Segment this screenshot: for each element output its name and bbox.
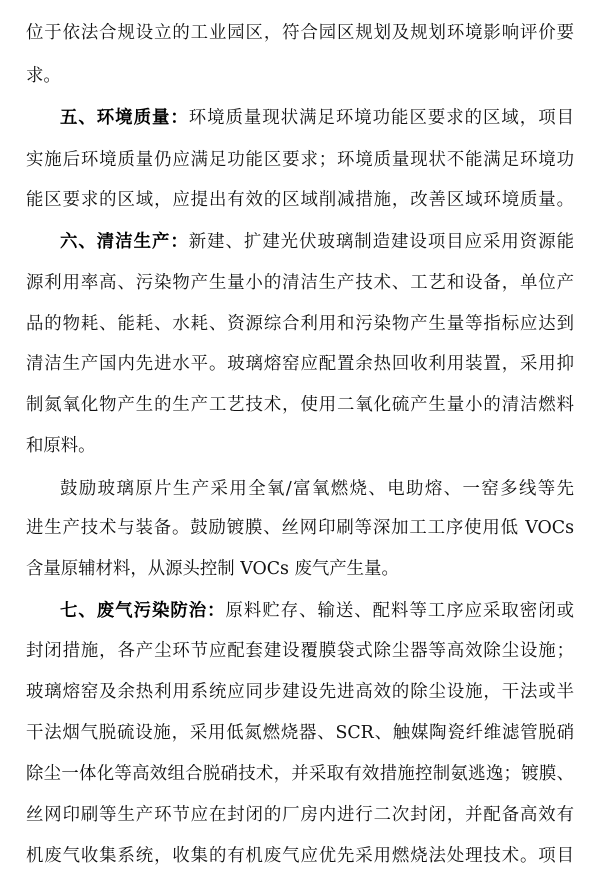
text-line bbox=[60, 474, 574, 504]
text-line bbox=[26, 61, 574, 91]
section-seven-first-line bbox=[60, 596, 574, 626]
text-line bbox=[26, 800, 574, 830]
text-line bbox=[26, 18, 574, 48]
text-line-content: 品的物耗、能耗、水耗、资源综合利用和污染物产生量等指标应达到 bbox=[26, 314, 574, 334]
text-line-content: 位于依法合规设立的工业园区，符合园区规划及规划环境影响评价要 bbox=[26, 23, 574, 43]
section-six-first-line bbox=[60, 227, 574, 257]
text-line-content: 和原料。 bbox=[26, 436, 96, 456]
text-line-content: 机废气收集系统，收集的有机废气应优先采用燃烧法处理技术。项目 bbox=[26, 846, 574, 866]
text-line bbox=[26, 268, 574, 298]
text-line bbox=[26, 431, 574, 461]
text-line-content: 原料贮存、输送、配料等工序应采取密闭或 bbox=[225, 601, 574, 621]
section-heading-exhaust-gas-control: 七、废气污染防治： bbox=[60, 601, 226, 621]
text-line bbox=[26, 309, 574, 339]
text-line-content: 鼓励玻璃原片生产采用全氧/富氧燃烧、电助熔、一窑多线等先 bbox=[60, 479, 574, 499]
text-line-content: 环境质量现状满足环境功能区要求的区域，项目 bbox=[188, 108, 574, 128]
text-line bbox=[26, 677, 574, 707]
text-line bbox=[26, 718, 574, 748]
text-line-content: 清洁生产国内先进水平。玻璃熔窑应配置余热回收利用装置，采用抑 bbox=[26, 354, 574, 374]
text-line-content: 进生产技术与装备。鼓励镀膜、丝网印刷等深加工工序使用低 VOCs bbox=[26, 518, 574, 538]
text-line bbox=[26, 759, 574, 789]
text-line bbox=[26, 841, 574, 871]
section-five-first-line bbox=[60, 103, 574, 133]
text-line-content: 求。 bbox=[26, 66, 61, 86]
text-line bbox=[26, 390, 574, 420]
text-line bbox=[26, 185, 574, 215]
text-line-content: 能区要求的区域，应提出有效的区域削减措施，改善区域环境质量。 bbox=[26, 190, 574, 210]
text-line-content: 源利用率高、污染物产生量小的清洁生产技术、工艺和设备，单位产 bbox=[26, 273, 574, 293]
text-line bbox=[26, 145, 574, 175]
text-line-content: 干法烟气脱硫设施，采用低氮燃烧器、SCR、触媒陶瓷纤维滤管脱硝 bbox=[26, 723, 574, 743]
text-line bbox=[26, 513, 574, 543]
text-line-content: 新建、扩建光伏玻璃制造建设项目应采用资源能 bbox=[188, 232, 574, 252]
text-line-content: 制氮氧化物产生的生产工艺技术，使用二氧化硫产生量小的清洁燃料 bbox=[26, 395, 574, 415]
section-heading-environment-quality: 五、环境质量： bbox=[60, 108, 189, 128]
text-line-content: 除尘一体化等高效组合脱硝技术，并采取有效措施控制氨逃逸；镀膜、 bbox=[26, 764, 574, 784]
section-heading-clean-production: 六、清洁生产： bbox=[60, 232, 189, 252]
text-line-content: 玻璃熔窑及余热利用系统应同步建设先进高效的除尘设施，干法或半 bbox=[26, 682, 574, 702]
text-line-content: 含量原辅材料，从源头控制 VOCs 废气产生量。 bbox=[26, 559, 399, 579]
text-line-content: 封闭措施，各产尘环节应配套建设覆膜袋式除尘器等高效除尘设施； bbox=[26, 641, 574, 661]
text-line bbox=[26, 554, 574, 584]
text-line-content: 丝网印刷等生产环节应在封闭的厂房内进行二次封闭，并配备高效有 bbox=[26, 805, 574, 825]
text-line bbox=[26, 636, 574, 666]
text-line-content: 实施后环境质量仍应满足功能区要求；环境质量现状不能满足环境功 bbox=[26, 150, 574, 170]
text-line bbox=[26, 349, 574, 379]
